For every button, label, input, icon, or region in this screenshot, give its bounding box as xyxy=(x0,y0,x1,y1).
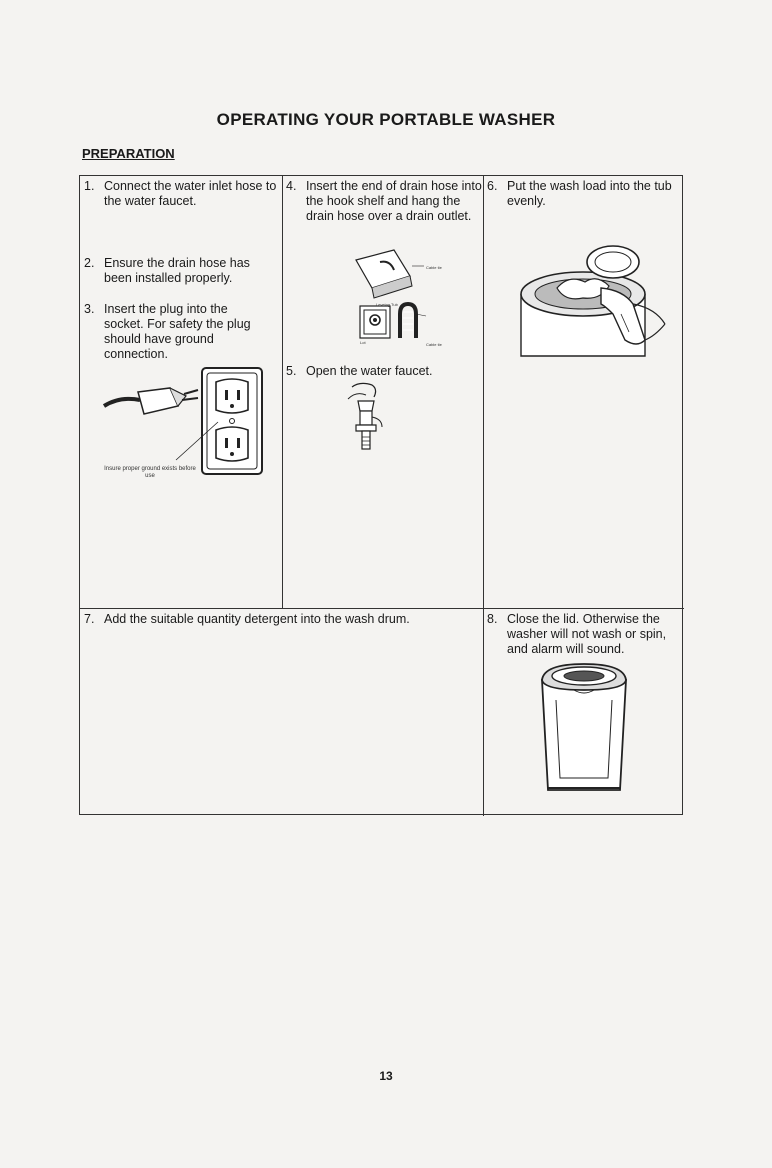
step-6 xyxy=(487,179,677,209)
step-text: Ensure the drain hose has been installed properly. xyxy=(104,256,250,285)
step-text: Insert the end of drain hose into the hook shelf and hang the drain hose over a drain outlet. xyxy=(306,179,482,223)
step-3 xyxy=(84,302,269,362)
grid-divider xyxy=(282,176,283,608)
grid-divider xyxy=(80,608,684,609)
step-number: 4. xyxy=(286,179,297,193)
step-number: 5. xyxy=(286,364,297,378)
step-text: Insert the plug into the socket. For safety the plug should have ground connection. xyxy=(104,302,251,361)
drain-label: Cable tie xyxy=(426,265,442,270)
step-8 xyxy=(487,612,683,657)
step-5 xyxy=(286,364,482,379)
step-text: Connect the water inlet hose to the water faucet. xyxy=(104,179,277,208)
grid-divider xyxy=(483,176,484,816)
step-number: 8. xyxy=(487,612,498,626)
step-1 xyxy=(84,179,280,209)
faucet-illustration xyxy=(338,381,398,461)
outlet-caption: Insure proper ground exists before use xyxy=(104,466,196,479)
step-text: Add the suitable quantity detergent into the wash drum. xyxy=(104,612,410,626)
steps-grid xyxy=(79,175,683,815)
step-text: Close the lid. Otherwise the washer will not wash or spin, and alarm will sound. xyxy=(507,612,667,656)
page-title: OPERATING YOUR PORTABLE WASHER xyxy=(216,110,556,129)
drain-label: Leveing Tub xyxy=(376,302,398,307)
step-number: 3. xyxy=(84,302,95,316)
hose-label: Cable tie xyxy=(426,342,442,347)
page-number: 13 xyxy=(379,1069,393,1083)
step-number: 2. xyxy=(84,256,95,270)
step-2 xyxy=(84,256,280,286)
drain-hook-illustration xyxy=(350,242,450,352)
step-4 xyxy=(286,179,482,224)
closed-washer-illustration xyxy=(534,660,634,798)
hose-label: Lot xyxy=(360,340,366,345)
step-number: 6. xyxy=(487,179,498,193)
section-heading: PREPARATION xyxy=(82,146,175,161)
step-text: Open the water faucet. xyxy=(306,364,433,378)
step-7 xyxy=(84,612,482,627)
step-number: 1. xyxy=(84,179,95,193)
step-text: Put the wash load into the tub evenly. xyxy=(507,179,672,208)
step-number: 7. xyxy=(84,612,95,626)
wash-load-illustration xyxy=(505,244,675,364)
